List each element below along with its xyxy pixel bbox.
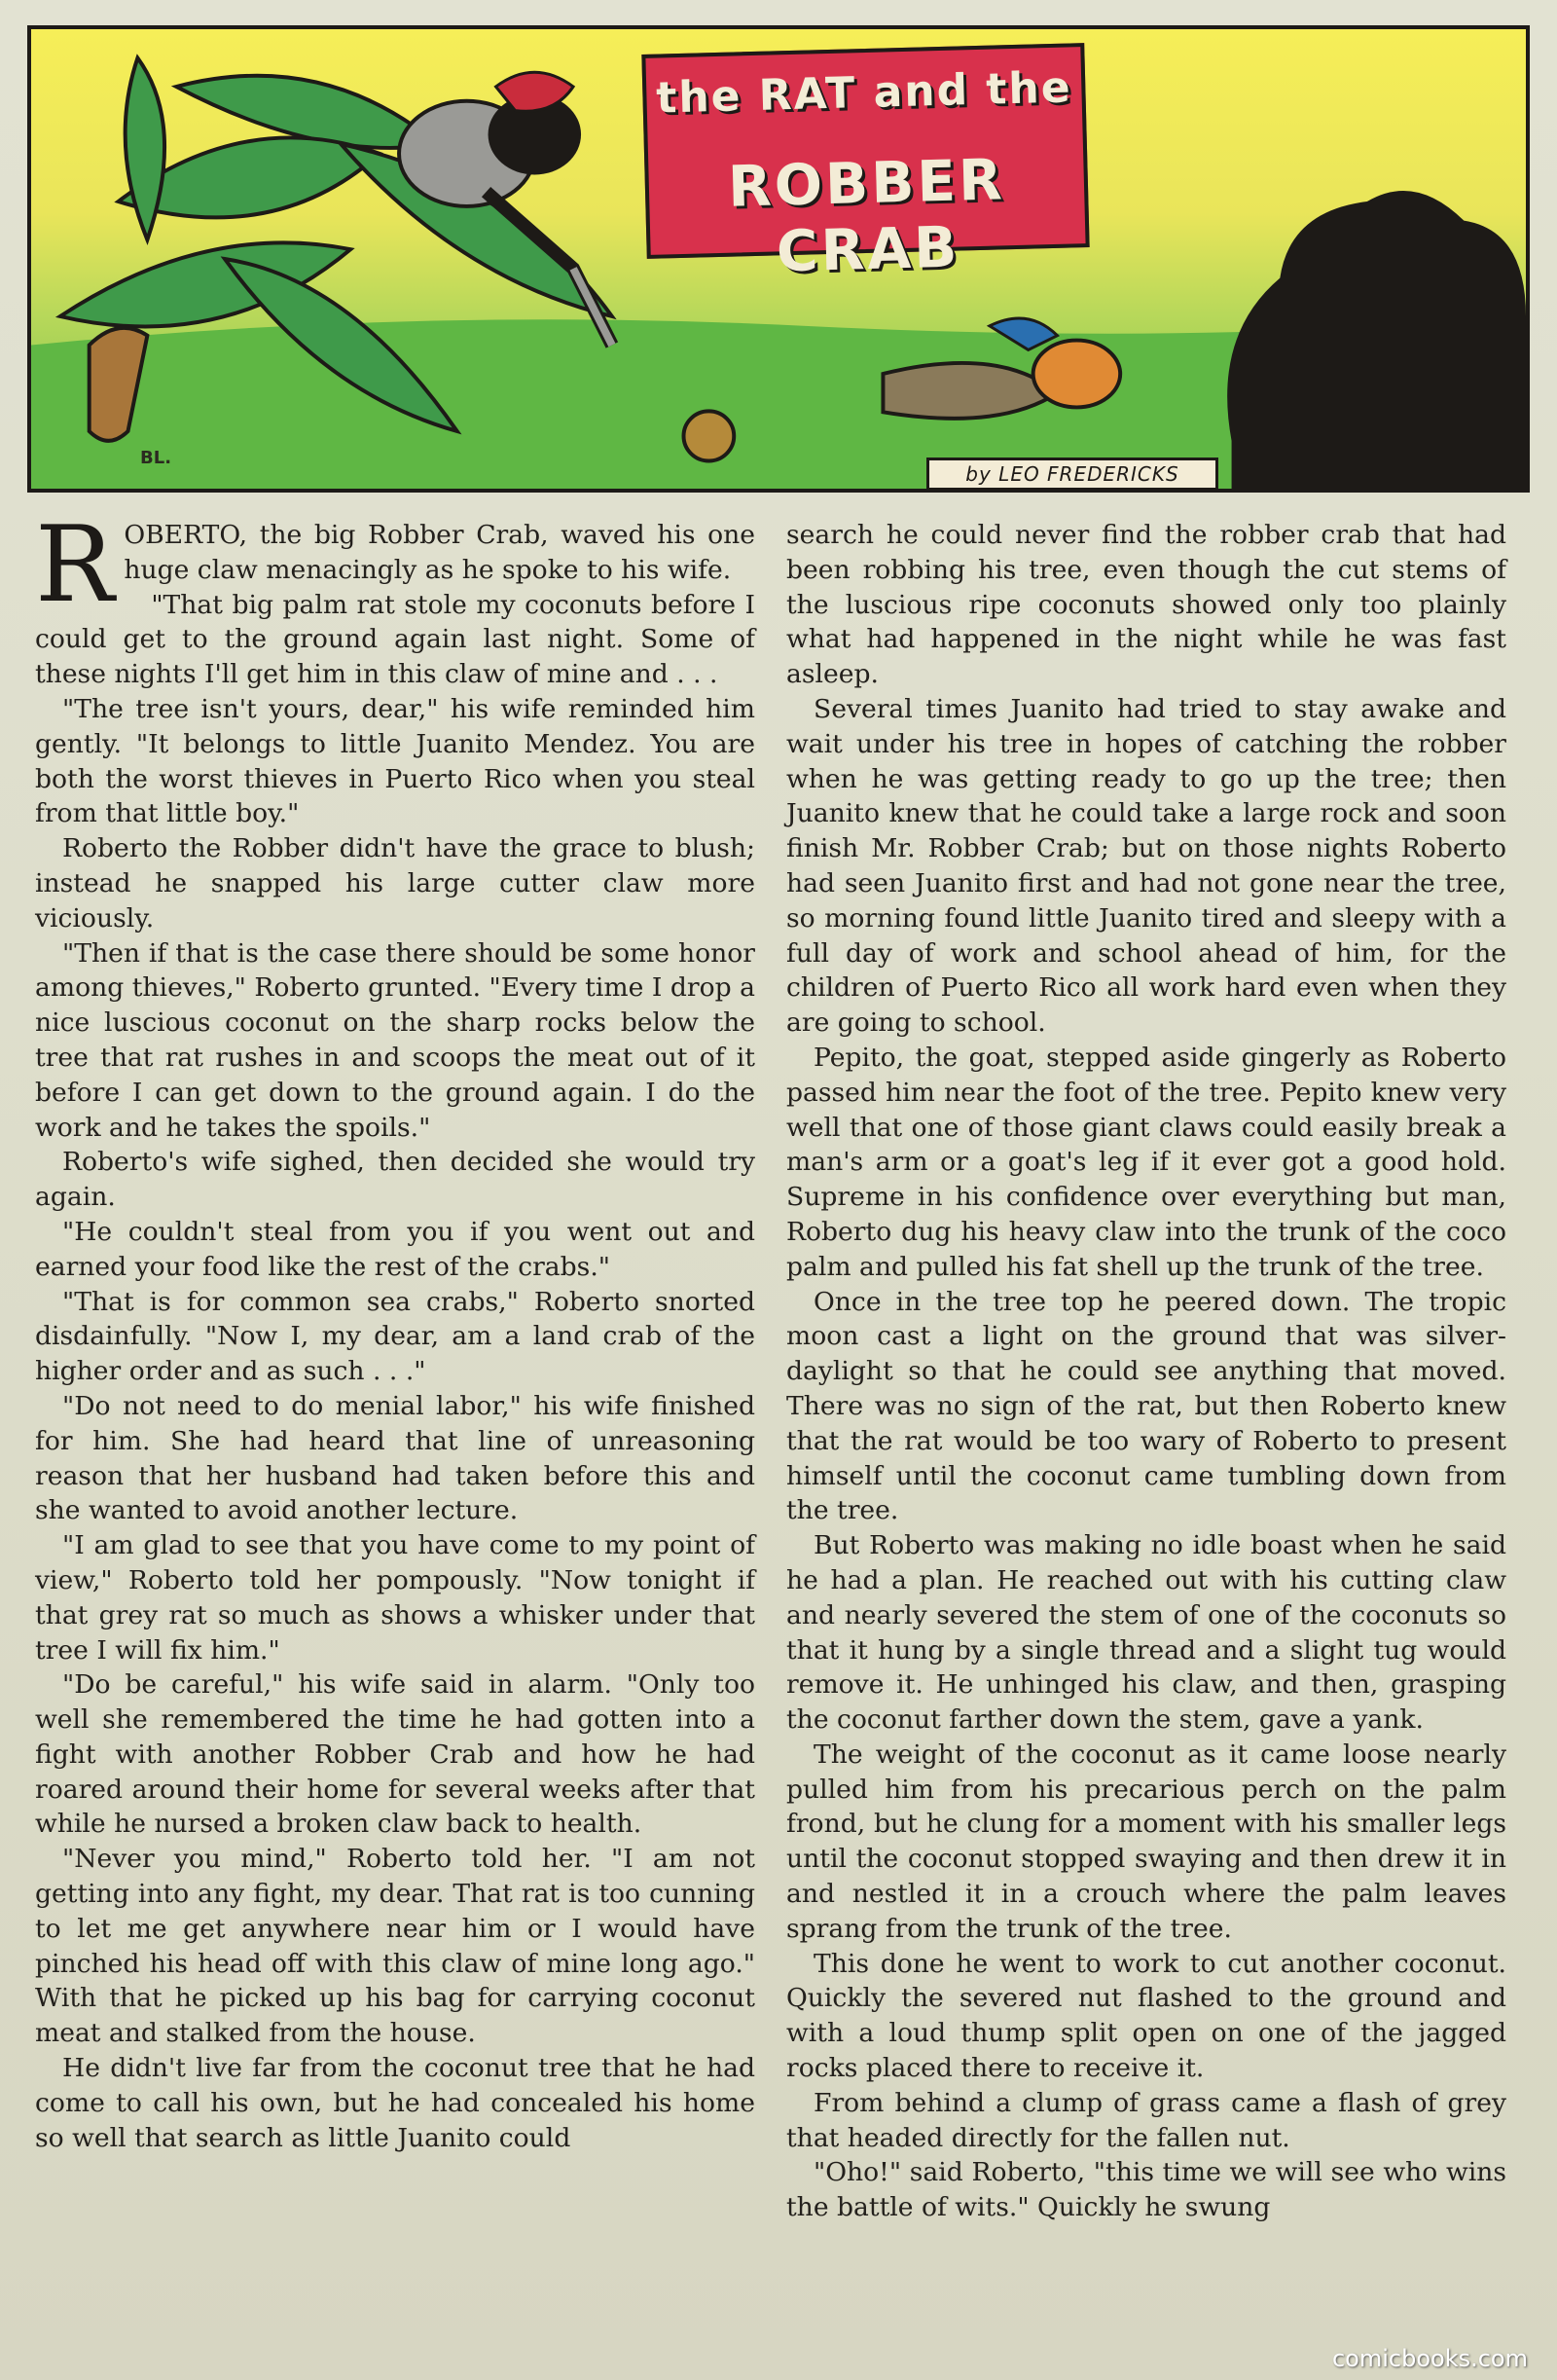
paragraph: "I am glad to see that you have come to my point of view," Roberto told her pompously. "Now tonight if that grey rat so much as shows a whisker under that tree I will fix him." [35, 1530, 755, 1666]
paragraph: "The tree isn't yours, dear," his wife reminded him gently. "It belongs to little Juanito Mendez. You are both the worst thieves in Puerto Rico when you steal from that little boy." [35, 693, 755, 829]
title-panel [27, 25, 1530, 493]
paragraph: ROBERTO, the big Robber Crab, waved his one huge claw menacingly as he spoke to his wife. [35, 504, 755, 626]
paragraph: But Roberto was making no idle boast when he said he had a plan. He reached out with his cutting claw and nearly severed the stem of one of the coconuts so that it hung by a single thread and a slight tug would remove it. He unhinged his claw, and then, grasping the coconut farther down the stem, gave a yank. [786, 1530, 1506, 1736]
author-byline: by LEO FREDERICKS [926, 458, 1218, 491]
paragraph: "Then if that is the case there should be some honor among thieves," Roberto grunted. "Every time I drop a nice luscious coconut on the sharp rocks below the tree that rat rushes in and scoops the meat out of it before I can get down to the ground again. I do the work and he takes the spoils." [35, 937, 755, 1143]
paragraph: "Oho!" said Roberto, "this time we will see who wins the battle of wits." Quickly he swung [786, 2157, 1506, 2223]
paragraph: search he could never find the robber crab that had been robbing his tree, even though the cut stems of the luscious ripe coconuts showed only too plainly what had happened in the night while he was fast asleep. [786, 520, 1506, 690]
left-text-column [35, 504, 755, 2155]
dark-bush [1227, 191, 1526, 489]
paragraph: He didn't live far from the coconut tree that he had come to call his own, but he had concealed his home so well that search as little Juanito could [35, 2053, 755, 2153]
paragraph: "That big palm rat stole my coconuts before I could get to the ground again last night. Some of these nights I'll get him in this claw of mine and . . . [35, 589, 755, 690]
paragraph: This done he went to work to cut another coconut. Quickly the severed nut flashed to the ground and with a loud thump split open on one of the jagged rocks placed there to receive it. [786, 1948, 1506, 2084]
paragraph: Several times Juanito had tried to stay awake and wait under his tree in hopes of catching the robber when he was getting ready to go up the tree; then Juanito knew that he could take a large rock and soon finish Mr. Robber Crab; but on those nights Roberto had seen Juanito first and had not gone near the tree, so morning found little Juanito tired and sleepy with a full day of work and school ahead of him, for the children of Puerto Rico all work hard even when they are going to school. [786, 693, 1506, 1039]
paragraph: From behind a clump of grass came a flash of grey that headed directly for the fallen nut. [786, 2087, 1506, 2153]
paragraph: "Never you mind," Roberto told her. "I am not getting into any fight, my dear. That rat is too cunning to let me get anywhere near him or I would have pinched his head off with this claw of mine long ago." With that he picked up his bag for carrying coconut meat and stalked from the house. [35, 1844, 755, 2049]
right-text-column [786, 518, 1506, 2225]
paragraph: The weight of the coconut as it came loose nearly pulled him from his precarious perch on the palm frond, but he clung for a moment with his smaller legs until the coconut stopped swaying and then drew it in and nestled it in a crouch where the palm leaves sprang from the trunk of the tree. [786, 1739, 1506, 1944]
title-plate [641, 43, 1089, 285]
paragraph: "That is for common sea crabs," Roberto snorted disdainfully. "Now I, my dear, am a land crab of the higher order and as such . . ." [35, 1286, 755, 1387]
site-watermark: comicbooks.com [1331, 2345, 1528, 2372]
paragraph: Pepito, the goat, stepped aside gingerly as Roberto passed him near the foot of the tree. Pepito knew very well that one of those giant claws could easily break a man's arm or a goat's leg if it ever got a good hold. Supreme in his confidence over everything but man, Roberto dug his heavy claw into the trunk of the coco palm and pulled his fat shell up the trunk of the tree. [786, 1042, 1506, 1282]
paragraph: "He couldn't steal from you if you went out and earned your food like the rest of the crabs." [35, 1216, 755, 1282]
story-title: ROBBER CRAB [727, 146, 1006, 285]
paragraph: "Do be careful," his wife said in alarm. "Only too well she remembered the time he had gotten into a fight with another Robber Crab and how he had roared around their home for several weeks after that while he nursed a broken claw back to health. [35, 1669, 755, 1840]
falling-coconut [684, 411, 735, 460]
paragraph: Once in the tree top he peered down. The tropic moon cast a light on the ground that was silver-daylight so that he could see anything that moved. There was no sign of the rat, but then Roberto knew that the rat would be too wary of Roberto to present himself until the coconut came tumbling down from the tree. [786, 1286, 1506, 1526]
paragraph: Roberto the Robber didn't have the grace to blush; instead he snapped his large cutter claw more viciously. [35, 833, 755, 934]
title-line-1: the RAT and the [655, 62, 1073, 124]
paragraph: "Do not need to do menial labor," his wife finished for him. She had heard that line of unreasoning reason that her husband had taken before this and she wanted to avoid another lecture. [35, 1390, 755, 1526]
paragraph: Roberto's wife sighed, then decided she would try again. [35, 1147, 755, 1213]
artist-signature: BL. [140, 448, 172, 468]
drop-cap: R [35, 504, 115, 626]
